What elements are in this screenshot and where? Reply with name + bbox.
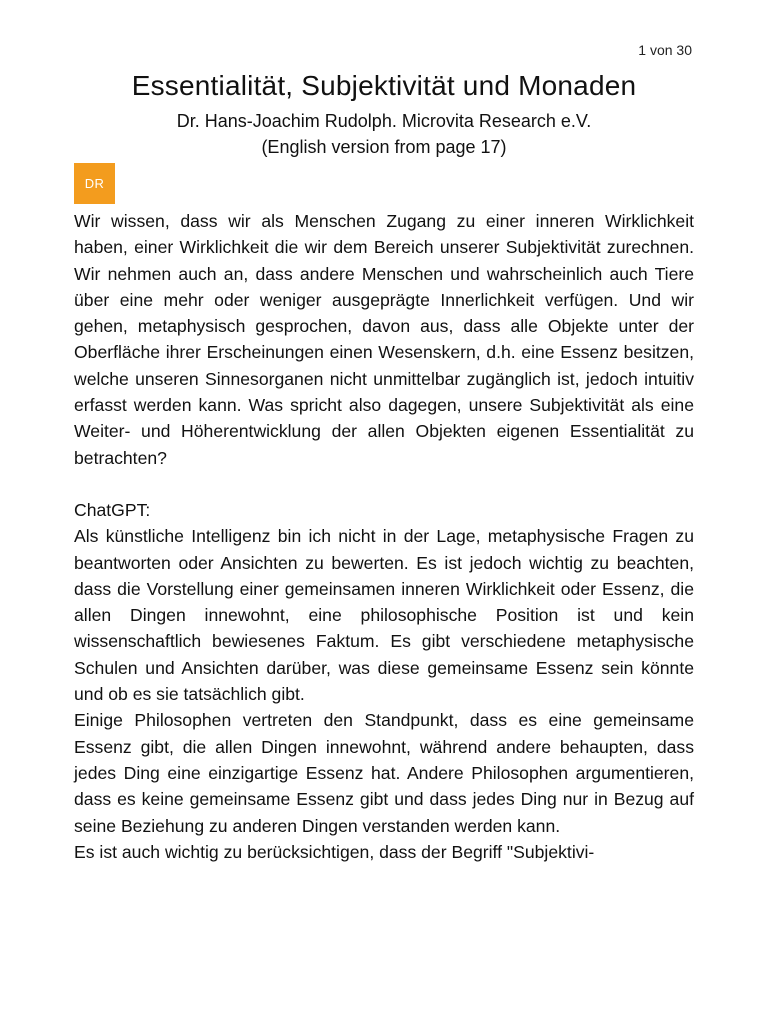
english-version-note: (English version from page 17) xyxy=(261,137,507,157)
author-avatar: DR xyxy=(74,163,115,204)
document-body xyxy=(74,208,694,865)
author-line: Dr. Hans-Joachim Rudolph. Microvita Research e.V. xyxy=(176,111,592,131)
intro-paragraph: Wir wissen, dass wir als Menschen Zugang zu einer inneren Wirklichkeit haben, einer Wirklichkeit die wir dem Bereich unserer Subjektivität zurechnen. Wir nehmen auch an, dass andere Menschen und wahrscheinlich auch Tiere über eine mehr oder weniger ausgeprägte Innerlichkeit verfügen. Und wir gehen, metaphysisch gesprochen, davon aus, dass alle Objekte unter der Oberfläche ihrer Erscheinungen einen Wesenskern, d.h. eine Essenz besitzen, welche unseren Sinnesorganen nicht unmittelbar zugänglich ist, jedoch intuitiv erfasst werden kann. Was spricht also dagegen, unsere Subjektivität als eine Weiter- und Höherentwicklung der allen Objekten eigenen Essentialität zu betrachten? xyxy=(74,211,694,468)
page-counter: 1 von 30 xyxy=(638,42,692,58)
response-paragraph-1: Als künstliche Intelligenz bin ich nicht in der Lage, metaphysische Fragen zu beantworten oder Ansichten zu bewerten. Es ist jedoch wichtig zu beachten, dass die Vorstellung einer gemeinsamen inneren Wirklichkeit oder Essenz, die allen Dingen innewohnt, eine philosophische Position ist und kein wissenschaftlich bewiesenes Faktum. Es gibt verschiedene metaphysische Schulen und Ansichten darüber, was diese gemeinsame Essenz sein könnte und ob es sie tatsächlich gibt. xyxy=(74,526,694,705)
chatgpt-label: ChatGPT: xyxy=(74,499,151,520)
document-title: Essentialität, Subjektivität und Monaden xyxy=(131,70,637,101)
response-paragraph-3: Es ist auch wichtig zu berücksichtigen, dass der Begriff "Subjektivi- xyxy=(74,841,595,862)
response-paragraph-2: Einige Philosophen vertreten den Standpunkt, dass es eine gemeinsame Essenz gibt, die allen Dingen innewohnt, während andere behaupten, dass jedes Ding eine einzigartige Essenz hat. Andere Philosophen argumentieren, dass es keine gemeinsame Essenz gibt und dass jedes Ding nur in Bezug auf seine Beziehung zu anderen Dingen verstanden werden kann. xyxy=(74,710,694,836)
